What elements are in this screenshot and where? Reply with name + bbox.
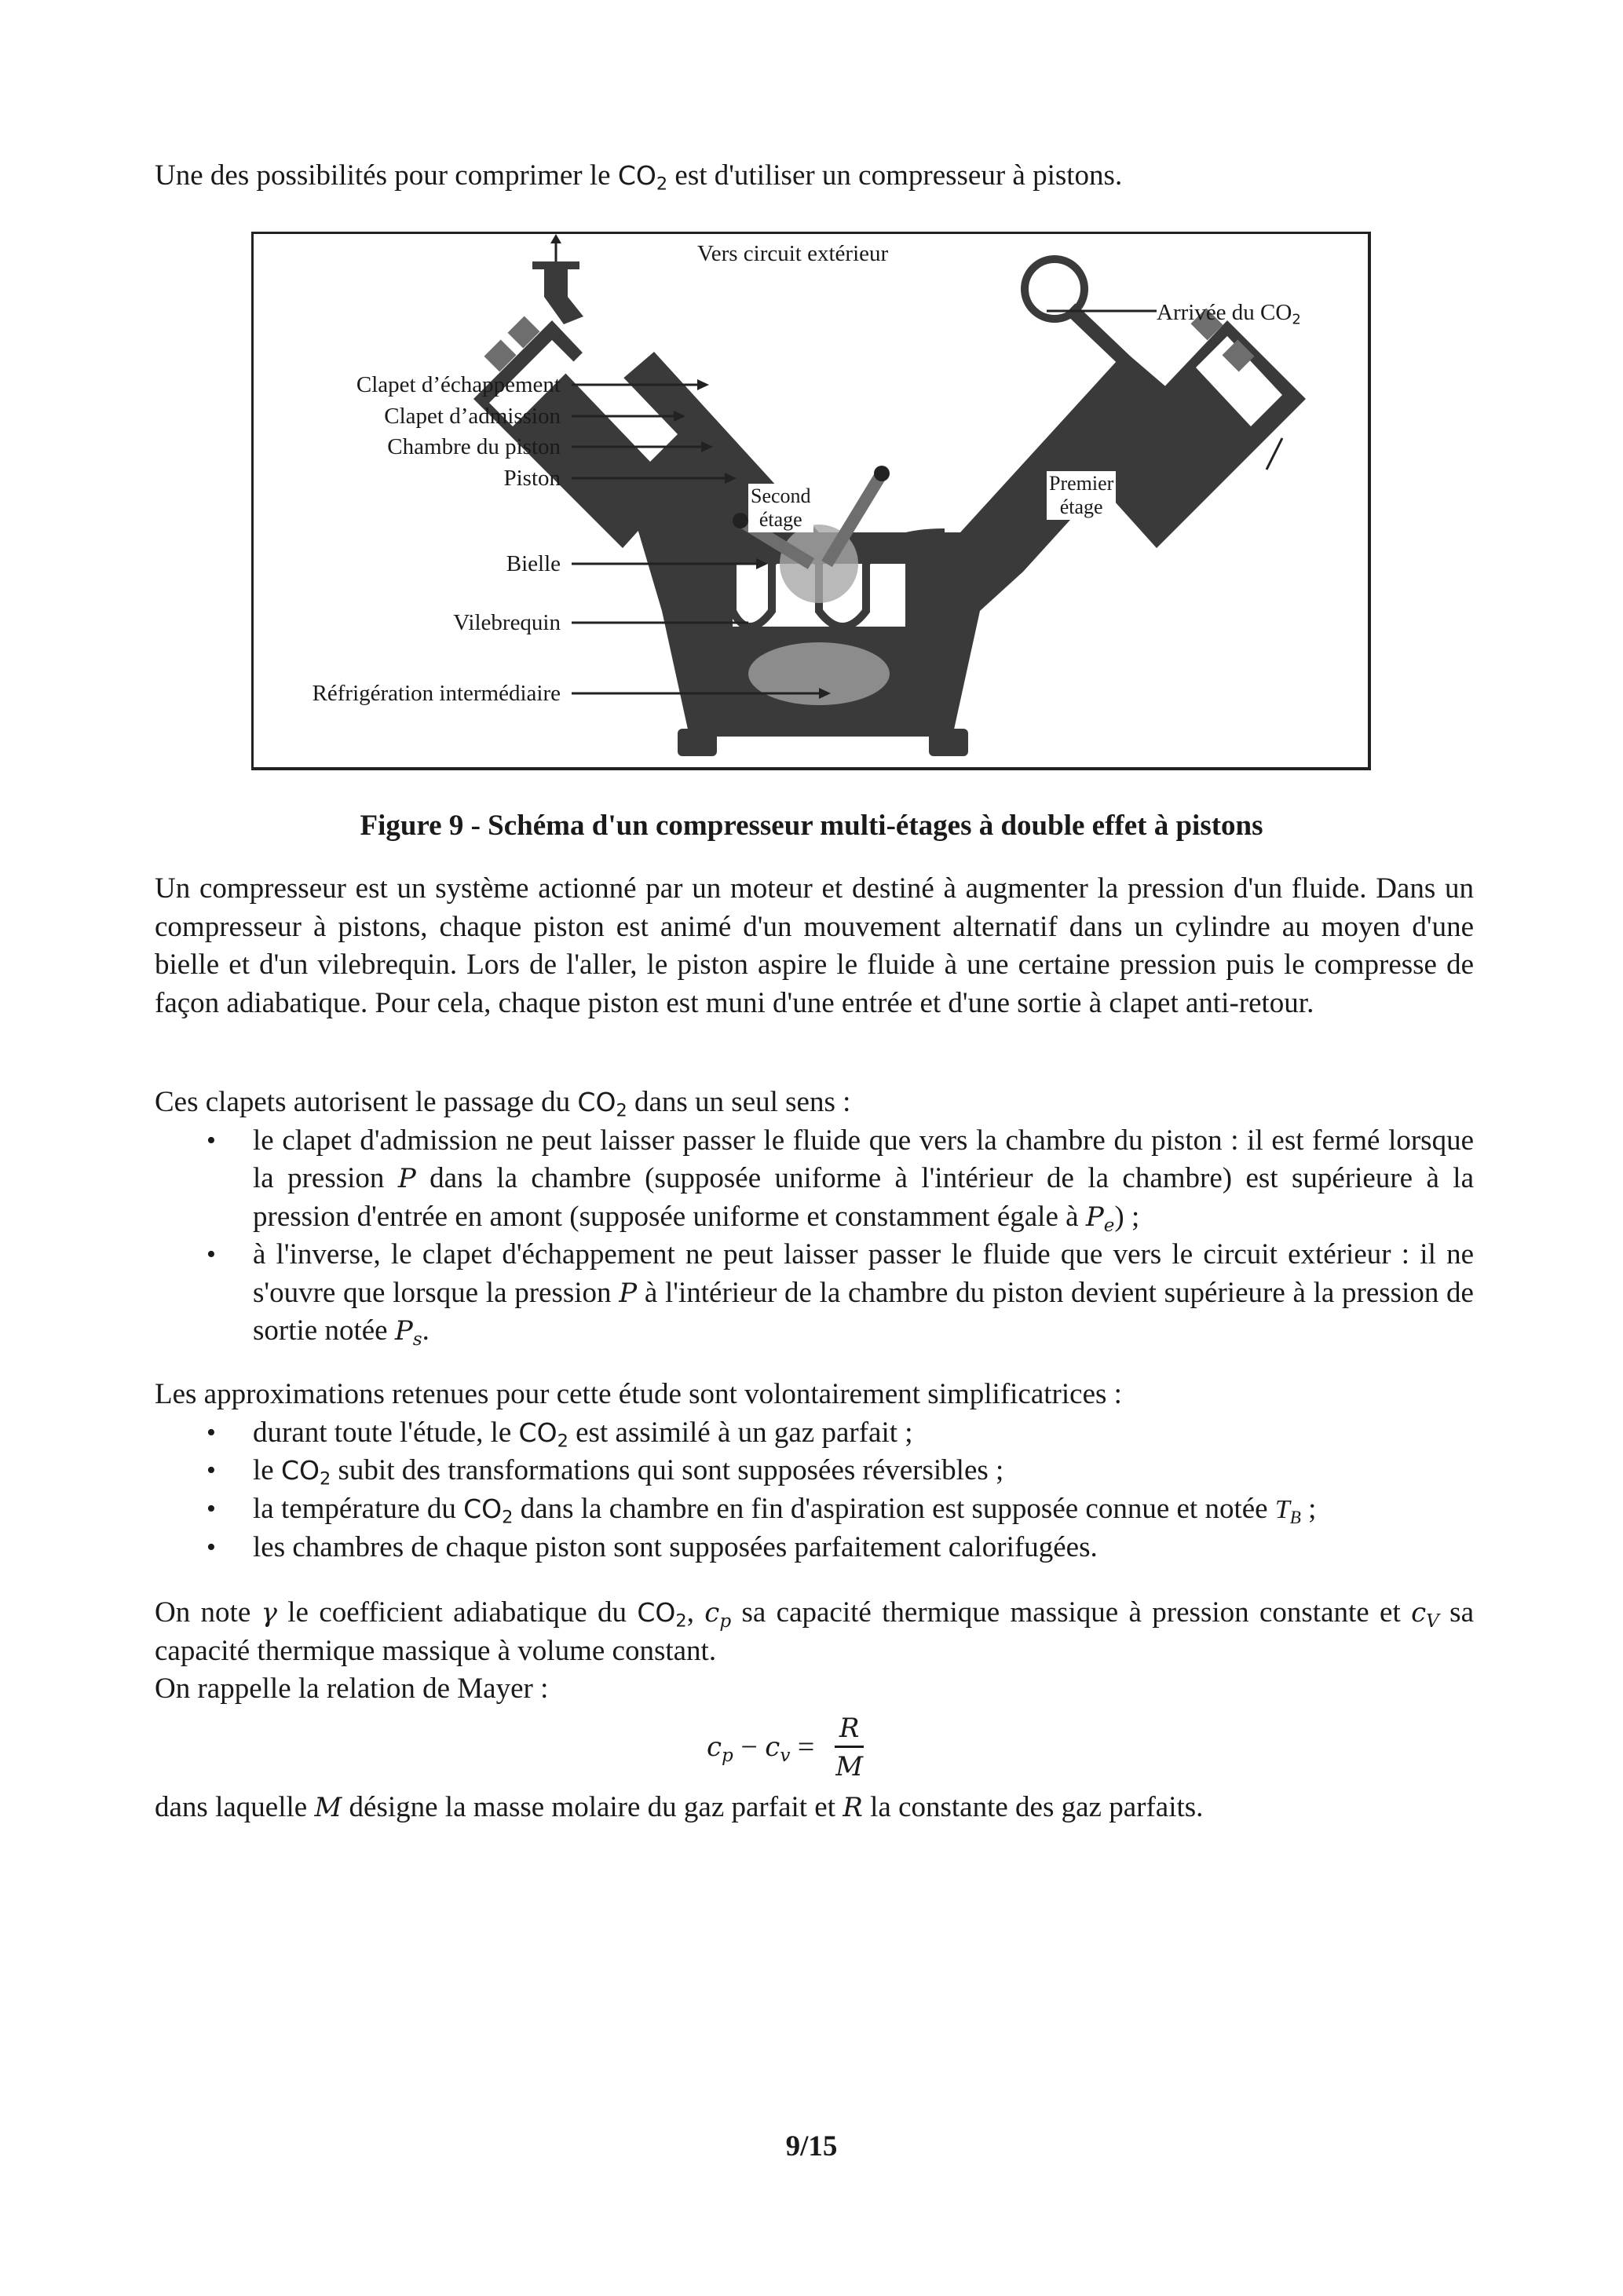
paragraph-valves <box>155 1084 1474 1351</box>
label-premier-etage: Premier étage <box>1047 471 1116 520</box>
bullet-reversible: • le $CO_2$ subit des transformations qui sont supposées réversibles ; <box>155 1452 1474 1490</box>
label-refrigeration-intermediaire: Réfrigération intermédiaire <box>312 681 561 706</box>
label-chambre-piston: Chambre du piston <box>387 434 561 459</box>
label-clapet-echappement: Clapet d’échappement <box>356 372 561 397</box>
label-arrivee-co2: Arrivée du $CO_2$ <box>1157 300 1301 328</box>
label-piston: Piston <box>503 466 561 491</box>
valves-list <box>155 1122 1474 1351</box>
label-clapet-admission: Clapet d’admission <box>384 404 561 429</box>
mayer-intro: On rappelle la relation de Mayer : <box>155 1673 549 1705</box>
intro-text: Une des possibilités pour comprimer le <box>155 159 618 192</box>
label-bielle: Bielle <box>506 551 561 576</box>
valves-lead: Ces clapets autorisent le passage du $CO_2$ dans un seul sens : <box>155 1086 851 1121</box>
page-number: 9/15 <box>785 2130 838 2163</box>
bullet-exhaust-valve: • à l'inverse, le clapet d'échappement ne peut laisser passer le fluide que vers le circuit extérieur : il ne s'ouvre que lorsque la pression P à l'intérieur de la chambre du piston devient supérieure à la pression de sortie notée $P_s$. <box>155 1236 1474 1351</box>
paragraph-notation: On note γ le coefficient adiabatique du $CO_2$, $c_p$ sa capacité thermique massique à pression constante et $c_V$ sa capacité thermique massique à volume constant. On rappelle la relation de Mayer : <box>155 1596 1475 1705</box>
compressor-figure <box>251 232 1371 770</box>
paragraph-approximations <box>155 1376 1474 1567</box>
bullet-insulated: • les chambres de chaque piston sont supposées parfaitement calorifugées. <box>155 1529 1474 1567</box>
mayer-formula: $c_p$ − $c_v$ = $\frac{R}{M}$ <box>707 1712 864 1782</box>
label-second-etage: Second étage <box>748 484 813 532</box>
label-vilebrequin: Vilebrequin <box>453 610 561 635</box>
intro-text-end: est d'utiliser un compresseur à pistons. <box>667 159 1123 192</box>
bullet-ideal-gas: • durant toute l'étude, le $CO_2$ est assimilé à un gaz parfait ; <box>155 1414 1474 1453</box>
figure-caption: Figure 9 - Schéma d'un compresseur multi-étages à double effet à pistons <box>360 810 1263 842</box>
bullet-temperature: • la température du $CO_2$ dans la chambre en fin d'aspiration est supposée connue et notée $T_B$ ; <box>155 1490 1474 1530</box>
approximations-lead: Les approximations retenues pour cette étude sont volontairement simplificatrices : <box>155 1378 1122 1410</box>
intro-sentence <box>155 157 1474 196</box>
co2-formula: $CO_2$ <box>617 160 668 195</box>
label-vers-circuit-exterieur: Vers circuit extérieur <box>697 241 889 266</box>
fraction: $\frac{R}{M}$ <box>835 1712 864 1782</box>
approximations-list <box>155 1414 1474 1567</box>
paragraph-compressor-description: Un compresseur est un système actionné par un moteur et destiné à augmenter la pression d'un fluide. Dans un compresseur à pistons, chaque piston est animé d'un mouvement alternatif dans un cylindre au moyen d'une bielle et d'un vilebrequin. Lors de l'aller, le piston aspire le fluide à une certaine pression puis le compresse de façon adiabatique. Pour cela, chaque piston est muni d'une entrée et d'une sortie à clapet anti-retour. <box>155 872 1474 1019</box>
paragraph-mayer-explanation: dans laquelle M désigne la masse molaire du gaz parfait et R la constante des gaz parfaits. <box>155 1791 1204 1823</box>
bullet-admission-valve: • le clapet d'admission ne peut laisser passer le fluide que vers la chambre du piston : il est fermé lorsque la pression P dans la chambre (supposée uniforme à l'intérieur de la chambre) est supérieure à la pression d'entrée en amont (supposée uniforme et constamment égale à $P_e$) ; <box>155 1122 1474 1237</box>
